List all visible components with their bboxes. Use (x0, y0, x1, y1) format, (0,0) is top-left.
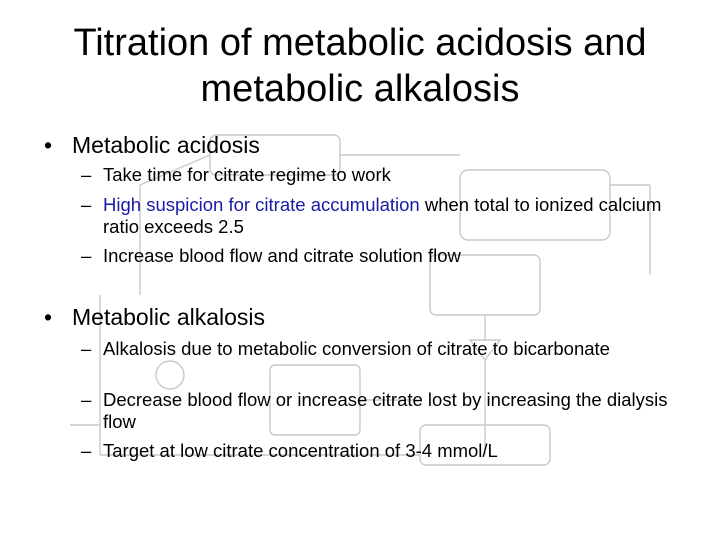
sub-item-6 (81, 440, 691, 462)
sub-item-5 (81, 389, 691, 433)
bullet-heading: Metabolic alkalosis (72, 304, 266, 330)
sub-item-text: Decrease blood flow or increase citrate lost by increasing the dialysis flow (103, 389, 668, 432)
dash-marker: – (81, 164, 92, 185)
title-line-2: metabolic alkalosis (200, 68, 520, 110)
bullet-heading: Metabolic acidosis (72, 132, 260, 158)
sub-item-3 (81, 245, 691, 267)
sub-item-text: Take time for citrate regime to work (103, 164, 391, 185)
dash-marker: – (81, 338, 92, 359)
title-line-1: Titration of metabolic acidosis and (73, 22, 647, 64)
dash-marker: – (81, 440, 92, 461)
sub-item-text: Increase blood flow and citrate solution flow (103, 245, 461, 266)
sub-item-text: Alkalosis due to metabolic conversion of citrate to bicarbonate (103, 338, 610, 359)
slide-title (0, 20, 720, 112)
highlighted-text: High suspicion for citrate accumulation (103, 194, 420, 215)
bullet-marker: • (44, 132, 53, 158)
sub-item-2 (81, 194, 691, 238)
sub-item-text (81, 194, 691, 238)
bullet-metabolic-acidosis (44, 131, 260, 159)
bullet-metabolic-alkalosis (44, 303, 265, 331)
sub-item-text-rest: when total to ionized calcium ratio exceeds 2.5 (103, 194, 662, 237)
bullet-marker: • (44, 304, 53, 330)
sub-item-text: Target at low citrate concentration of 3-4 mmol/L (103, 440, 498, 461)
dash-marker: – (81, 389, 92, 410)
sub-item-4 (81, 338, 691, 360)
sub-item-1 (81, 164, 691, 186)
dash-marker: – (81, 245, 92, 266)
dash-marker: – (81, 194, 92, 215)
